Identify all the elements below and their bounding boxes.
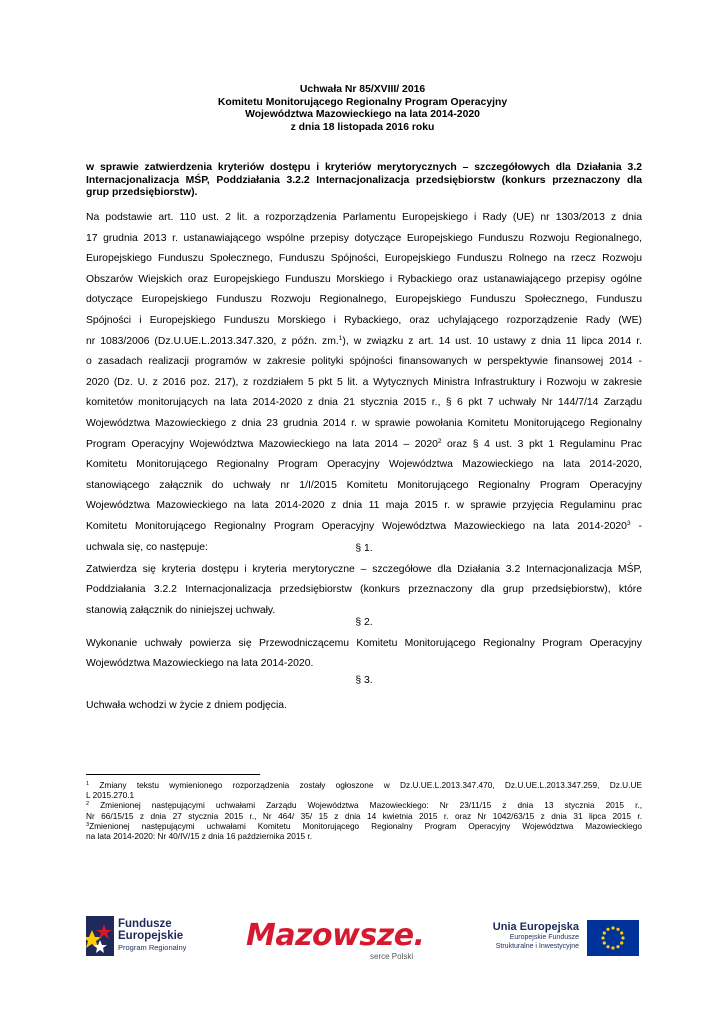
section-1 bbox=[86, 539, 642, 621]
eu-flag-icon bbox=[587, 920, 639, 956]
footnote-text: Zmienionej następującymi uchwałami Komitetu Monitorującego Regionalny Program Operacyjny Województwa Mazowieckiego bbox=[89, 820, 642, 831]
preamble-line: stanowiącego załącznik do uchwały nr 1/I/2015 Komitetu Monitorującego Regionalny Program Operacyjny bbox=[86, 479, 642, 491]
preamble-line: 17 grudnia 2013 r. ustanawiającego wspólne przepisy dotyczące Europejskiego Funduszu Rozwoju Regionalnego, bbox=[86, 232, 642, 244]
preamble-text: nr 1083/2006 (Dz.U.UE.L.2013.347.320, z późn. zm. bbox=[86, 335, 339, 347]
eu-subtitle: Strukturalne i Inwestycyjne bbox=[495, 942, 579, 950]
resolution-subject bbox=[86, 162, 642, 200]
preamble-line: Komitetu Monitorującego Regionalny Program Operacyjny Województwa Mazowieckiego na lata 2014-2020, bbox=[86, 459, 642, 471]
footnote-1-cont: L 2015.270.1 bbox=[86, 790, 135, 801]
section-mark: § 2. bbox=[355, 617, 373, 628]
footnote-2-cont: Nr 66/15/15 z dnia 27 stycznia 2015 r., Nr 464/ 35/ 15 z dnia 14 kwietnia 2015 r. oraz Nr 1042/63/15 z dnia 31 lipca 2015 r. bbox=[86, 810, 642, 821]
footnote-3-cont: na lata 2014-2020: Nr 40/IV/15 z dnia 16 października 2015 r. bbox=[86, 830, 313, 841]
logo-bar bbox=[0, 912, 725, 972]
preamble-text: Program Operacyjny Województwa Mazowieckiego na lata 2014 – 2020 bbox=[86, 438, 438, 450]
footnote-ref-3: 3 bbox=[626, 519, 631, 527]
eu-text bbox=[475, 920, 579, 951]
resolution-header bbox=[0, 84, 725, 134]
footnote-1 bbox=[86, 780, 642, 790]
preamble-line: Województwa Mazowieckiego na lata 2014-2020 z dnia 11 maja 2015 r. w sprawie przyjęcia Regulaminu prac bbox=[86, 500, 642, 512]
footnote-divider bbox=[86, 774, 260, 775]
footnote-number: 1 bbox=[86, 781, 90, 787]
section-mark: § 1. bbox=[355, 543, 373, 554]
region-period: Województwa Mazowieckiego na lata 2014-2020 bbox=[245, 109, 480, 121]
preamble-text: - bbox=[630, 520, 642, 532]
preamble-line: 2020 (Dz. U. z 2016 poz. 217), z rozdziałem 5 pkt 5 lit. a Wytycznych Ministra Infrastruktury i Rozwoju w zakresie bbox=[86, 376, 642, 388]
footnote-number: 3 bbox=[86, 821, 90, 828]
footnote-3 bbox=[86, 821, 642, 831]
preamble bbox=[86, 208, 642, 558]
mazowsze-logo bbox=[246, 918, 430, 968]
preamble-line: komitetów monitorujących na lata 2014-2020 z dnia 21 stycznia 2015 r., § 6 pkt 7 uchwały Nr 144/7/14 Zarządu bbox=[86, 397, 642, 409]
preamble-line: uchwala się, co następuje: bbox=[86, 541, 208, 553]
footnote-ref-1: 1 bbox=[338, 334, 343, 342]
footnote-ref-2: 2 bbox=[437, 437, 442, 445]
footnote-text: Zmienionej następującymi uchwałami Zarządu Województwa Mazowieckiego: Nr 23/11/15 z dnia 13 stycznia 2015 r., bbox=[89, 800, 642, 811]
section-mark: § 3. bbox=[355, 675, 373, 686]
preamble-line: Województwa Mazowieckiego z dnia 23 grudnia 2014 r. w sprawie powołania Komitetu Monitorującego Regionalny bbox=[86, 417, 642, 429]
preamble-line: o zasadach realizacji programów w zakresie polityki spójności finansowanych w perspektywie finansowej 2014 - bbox=[86, 356, 642, 368]
section-line: Poddziałania 3.2.2 Internacjonalizacja przedsiębiorstw (konkurs przeznaczony dla grup przedsiębiorstw), które bbox=[86, 584, 642, 596]
footnote-text: Zmiany tekstu wymienionego rozporządzenia zostały ogłoszone w Dz.U.UE.L.2013.347.470, Dz.U.UE.L.2013.347.259, Dz.U.UE bbox=[89, 780, 642, 790]
footnote-2 bbox=[86, 800, 642, 810]
section-line: stanowią załącznik do niniejszej uchwały. bbox=[86, 604, 276, 616]
fe-line: Fundusze bbox=[118, 918, 172, 930]
footnote-number: 2 bbox=[86, 801, 90, 808]
preamble-line bbox=[86, 435, 642, 456]
preamble-line: Na podstawie art. 110 ust. 2 lit. a rozporządzenia Parlamentu Europejskiego i Rady (UE) nr 1303/2013 z dnia bbox=[86, 212, 642, 223]
resolution-date: z dnia 18 listopada 2016 roku bbox=[290, 121, 435, 133]
preamble-line: dotyczące Europejskiego Funduszu Rozwoju Regionalnego, Europejskiego Funduszu Społecznego, Funduszu bbox=[86, 294, 642, 306]
section-line: Zatwierdza się kryteria dostępu i kryteria merytoryczne – szczegółowe dla Działania 3.2 Internacjonalizacja MŚP, bbox=[86, 563, 642, 575]
section-line: Uchwała wchodzi w życie z dniem podjęcia. bbox=[86, 699, 287, 711]
preamble-text: oraz § 4 ust. 3 pkt 1 Regulaminu Prac bbox=[441, 438, 642, 450]
section-line: Wykonanie uchwały powierza się Przewodniczącemu Komitetu Monitorującego Regionalny Program Operacyjny bbox=[86, 637, 642, 649]
committee-name: Komitetu Monitorującego Regionalny Program Operacyjny bbox=[217, 96, 508, 108]
subject-line: w sprawie zatwierdzenia kryteriów dostępu i kryteriów merytorycznych – szczegółowych dla Działania 3.2 bbox=[86, 162, 642, 173]
preamble-text: ), w związku z art. 14 ust. 10 ustawy z dnia 11 lipca 2014 r. bbox=[342, 335, 642, 347]
preamble-line: Spójności i Europejskiego Funduszu Morskiego i Rybackiego, oraz uchylającego rozporządzenie Rady (WE) bbox=[86, 314, 642, 326]
preamble-line: Europejskiego Funduszu Społecznego, Funduszu Spójności, Europejskiego Funduszu Rolnego na rzecz Rozwoju bbox=[86, 253, 642, 265]
section-2 bbox=[86, 613, 642, 675]
preamble-line bbox=[86, 332, 642, 353]
footnotes bbox=[86, 780, 642, 841]
fe-line: Program Regionalny bbox=[118, 943, 187, 952]
eu-title: Unia Europejska bbox=[492, 921, 579, 933]
fe-line: Europejskie bbox=[118, 930, 184, 942]
fe-star-icon bbox=[86, 916, 114, 956]
section-3 bbox=[86, 671, 642, 716]
subject-line: Internacjonalizacja MŚP, Poddziałania 3.2.2 Internacjonalizacja przedsiębiorstw (konkurs przeznaczony dla bbox=[86, 174, 642, 186]
preamble-text: Komitetu Monitorującego Regionalny Program Operacyjny Województwa Mazowieckiego na lata 2014-2020 bbox=[86, 520, 627, 532]
mazowsze-wordmark: Mazowsze. bbox=[246, 918, 425, 953]
preamble-line bbox=[86, 517, 642, 538]
eu-subtitle: Europejskie Fundusze bbox=[509, 934, 579, 941]
fe-text bbox=[118, 918, 186, 954]
subject-line: grup przedsiębiorstw). bbox=[86, 187, 198, 199]
preamble-line: Obszarów Wiejskich oraz Europejskiego Funduszu Morskiego i Rybackiego oraz ustanawiającego przepisy ogólne bbox=[86, 273, 642, 285]
fundusze-europejskie-logo bbox=[86, 912, 216, 964]
mazowsze-tagline: serce Polski bbox=[370, 952, 414, 961]
resolution-number: Uchwała Nr 85/XVIII/ 2016 bbox=[299, 84, 426, 95]
section-line: Województwa Mazowieckiego na lata 2014-2020. bbox=[86, 658, 314, 670]
